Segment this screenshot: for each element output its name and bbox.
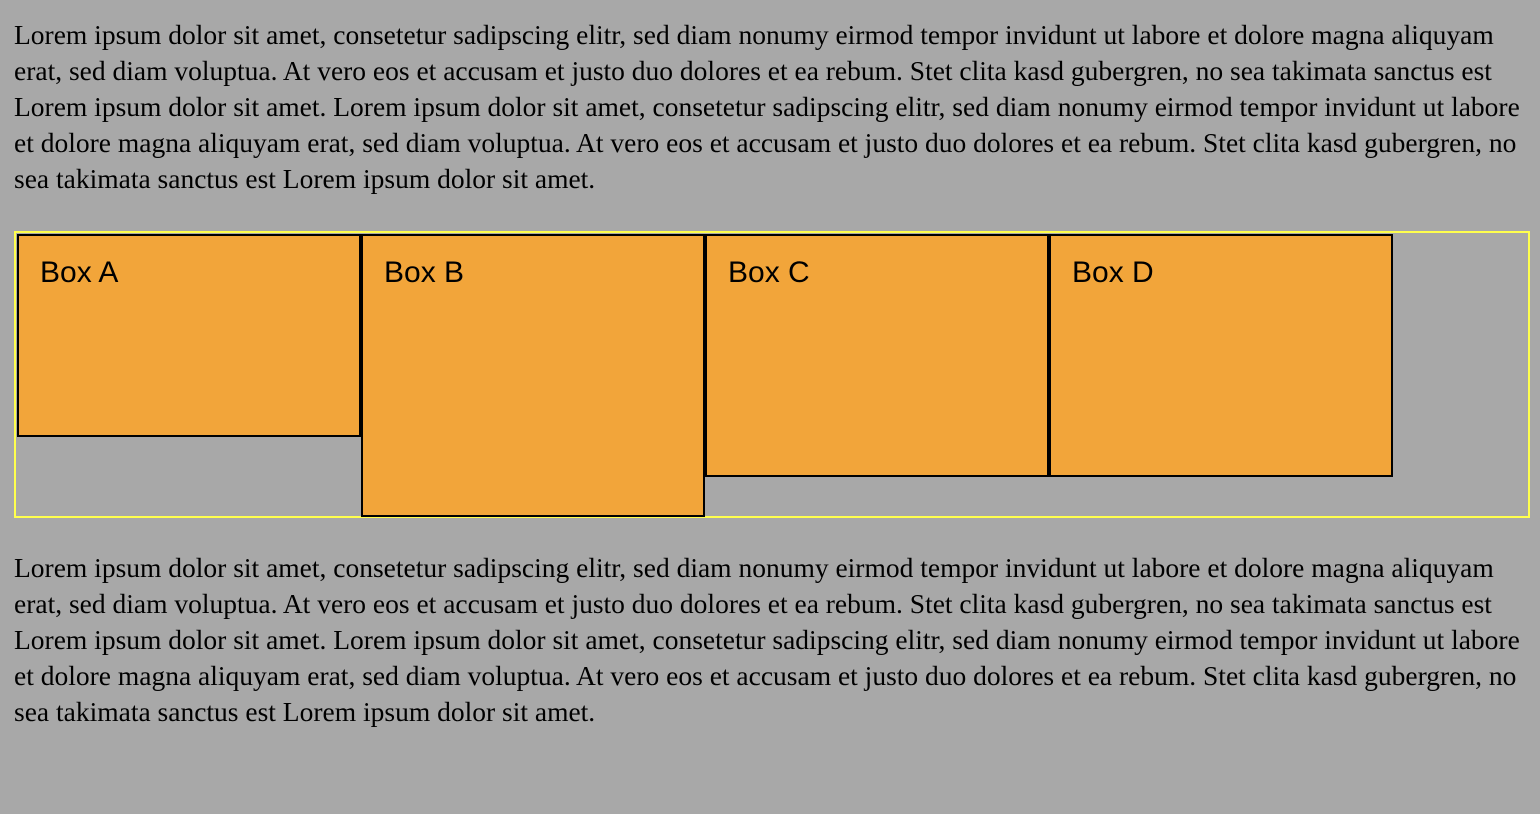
box-c: Box C bbox=[705, 234, 1049, 477]
flex-container bbox=[14, 231, 1530, 518]
box-d: Box D bbox=[1049, 234, 1393, 477]
box-a: Box A bbox=[17, 234, 361, 437]
paragraph-top: Lorem ipsum dolor sit amet, consetetur sadipscing elitr, sed diam nonumy eirmod tempor invidunt ut labore et dolore magna aliquyam erat, sed diam voluptua. At vero eos et accusam et justo duo dolores et ea rebum. Stet clita kasd gubergren, no sea takimata sanctus est Lorem ipsum dolor sit amet. Lorem ipsum dolor sit amet, consetetur sadipscing elitr, sed diam nonumy eirmod tempor invidunt ut labore et dolore magna aliquyam erat, sed diam voluptua. At vero eos et accusam et justo duo dolores et ea rebum. Stet clita kasd gubergren, no sea takimata sanctus est Lorem ipsum dolor sit amet. bbox=[14, 19, 1520, 194]
paragraph-bottom: Lorem ipsum dolor sit amet, consetetur sadipscing elitr, sed diam nonumy eirmod tempor invidunt ut labore et dolore magna aliquyam erat, sed diam voluptua. At vero eos et accusam et justo duo dolores et ea rebum. Stet clita kasd gubergren, no sea takimata sanctus est Lorem ipsum dolor sit amet. Lorem ipsum dolor sit amet, consetetur sadipscing elitr, sed diam nonumy eirmod tempor invidunt ut labore et dolore magna aliquyam erat, sed diam voluptua. At vero eos et accusam et justo duo dolores et ea rebum. Stet clita kasd gubergren, no sea takimata sanctus est Lorem ipsum dolor sit amet. bbox=[14, 552, 1520, 727]
box-b: Box B bbox=[361, 234, 705, 517]
